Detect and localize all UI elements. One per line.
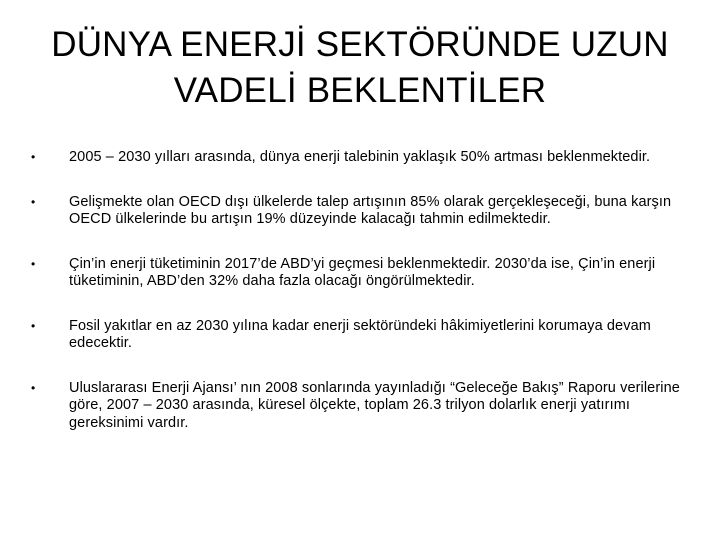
bullet-icon: •: [31, 150, 36, 164]
bullet-item: [0, 149, 720, 167]
bullet-icon: •: [31, 318, 36, 333]
bullet-icon: •: [31, 380, 36, 395]
bullet-list: [0, 149, 720, 459]
bullet-item: [0, 194, 720, 229]
bullet-text: Çin’in enerji tüketiminin 2017’de ABD’yi geçmesi beklenmektedir. 2030’da ise, Çin’in enerji tüketiminin, ABD’den 32% daha fazla olacağı öngörülmektedir.: [69, 255, 656, 289]
bullet-text: 2005 – 2030 yılları arasında, dünya enerji talebinin yaklaşık 50% artması beklenmektedir.: [69, 149, 651, 165]
bullet-text: Uluslararası Enerji Ajansı’ nın 2008 sonlarında yayınladığı “Geleceğe Bakış” Raporu verilerine göre, 2007 – 2030 arasında, küresel ölçekte, toplam 26.3 trilyon dolarlık enerji yatırımı gereksinimi vardır.: [69, 379, 680, 431]
bullet-icon: •: [31, 194, 36, 209]
bullet-text: Gelişmekte olan OECD dışı ülkelerde talep artışının 85% olarak gerçekleşeceği, buna karşın OECD ülkelerinde bu artışın 19% düzeyinde kalacağı tahmin edilmektedir.: [69, 193, 672, 227]
slide-title-line-1: DÜNYA ENERJİ SEKTÖRÜNDE UZUN: [51, 25, 669, 64]
bullet-icon: •: [31, 256, 36, 271]
bullet-item: [0, 380, 720, 433]
bullet-text: Fosil yakıtlar en az 2030 yılına kadar enerji sektöründeki hâkimiyetlerini korumaya devam edecektir.: [69, 317, 651, 351]
slide-title: [40, 22, 680, 114]
bullet-item: [0, 318, 720, 353]
bullet-item: [0, 256, 720, 291]
slide-title-line-2: VADELİ BEKLENTİLER: [173, 71, 547, 110]
